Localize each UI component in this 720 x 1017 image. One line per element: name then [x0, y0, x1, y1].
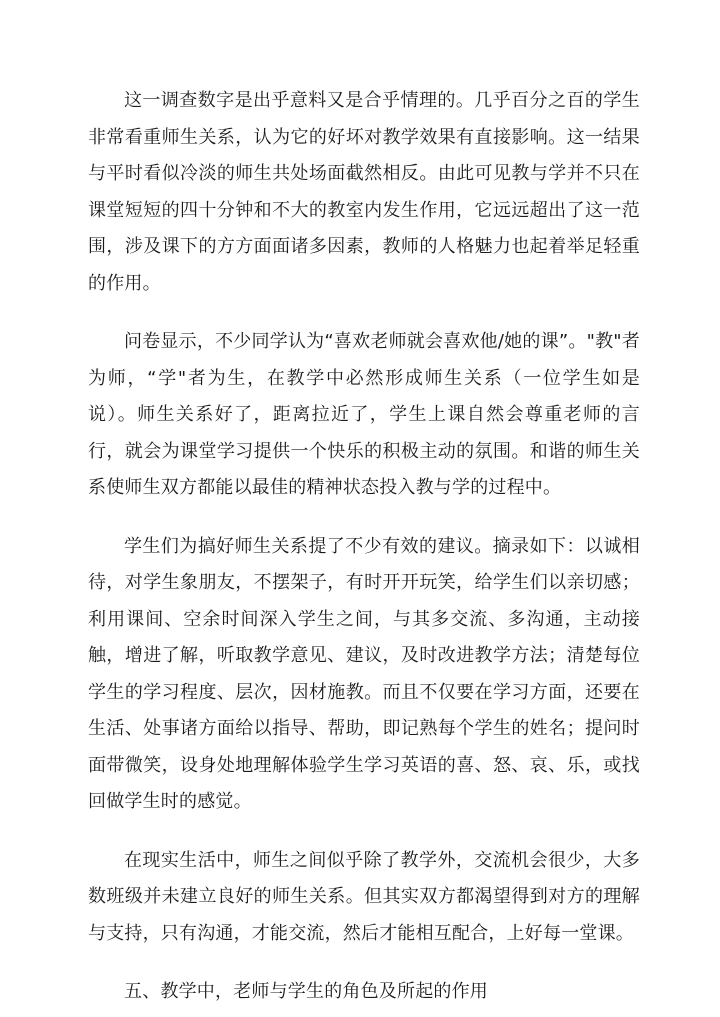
document-body	[88, 83, 640, 1011]
paragraph-reality: 在现实生活中，师生之间似乎除了教学外，交流机会很少，大多数班级并未建立良好的师生关系。但其实双方都渴望得到对方的理解与支持，只有沟通，才能交流，然后才能相互配合，上好每一堂课。	[88, 849, 640, 944]
section-heading: 五、教学中，老师与学生的角色及所起的作用	[124, 981, 488, 1002]
paragraph-questionnaire: 问卷显示，不少同学认为“喜欢老师就会喜欢他/她的课”。"教"者为师，“学"者为生，在教学中必然形成师生关系（一位学生如是说）。师生关系好了，距离拉近了，学生上课自然会尊重老师的言行，就会为课堂学习提供一个快乐的积极主动的氛围。和谐的师生关系使师生双方都能以最佳的精神状态投入教与学的过程中。	[88, 331, 640, 498]
paragraph-survey-result: 这一调查数字是出乎意料又是合乎情理的。几乎百分之百的学生非常看重师生关系，认为它的好坏对教学效果有直接影响。这一结果与平时看似冷淡的师生共处场面截然相反。由此可见教与学并不只在课堂短短的四十分钟和不大的教室内发生作用，它远远超出了这一范围，涉及课下的方方面面诸多因素，教师的人格魅力也起着举足轻重的作用。	[88, 90, 640, 294]
paragraph-suggestions: 学生们为搞好师生关系提了不少有效的建议。摘录如下：以诚相待，对学生象朋友，不摆架子，有时开开玩笑，给学生们以亲切感；利用课间、空余时间深入学生之间，与其多交流、多沟通，主动接触，增进了解，听取教学意见、建议，及时改进教学方法；清楚每位学生的学习程度、层次，因材施教。而且不仅要在学习方面，还要在生活、处事诸方面给以指导、帮助，即记熟每个学生的姓名；提问时面带微笑，设身处地理解体验学生学习英语的喜、怒、哀、乐，或找回做学生时的感觉。	[88, 535, 640, 812]
